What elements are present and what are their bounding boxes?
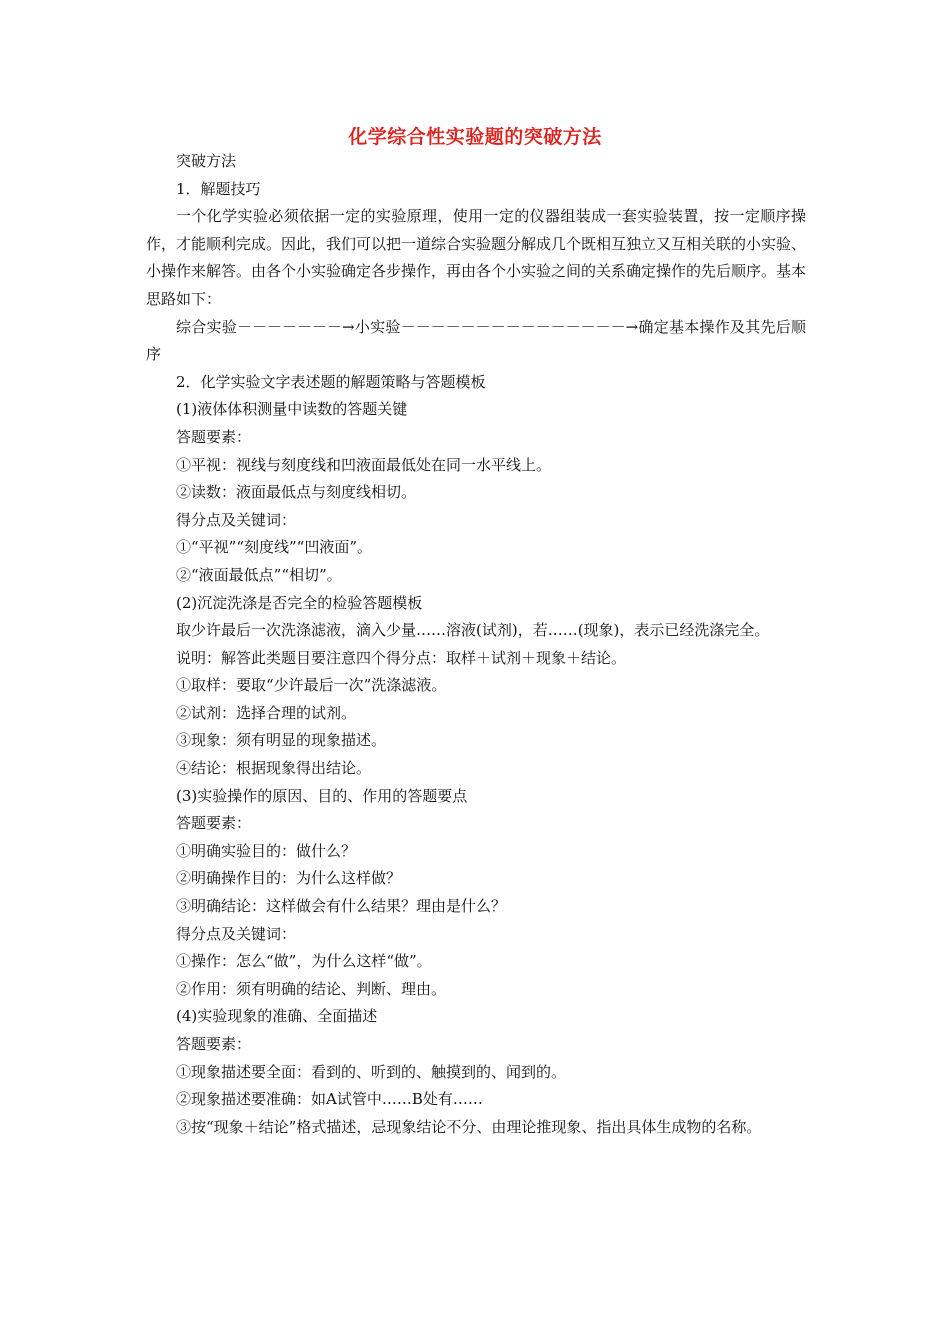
- paragraph-subheading-3: (3)实验操作的原因、目的、作用的答题要点: [176, 786, 468, 805]
- paragraph-intro: 一个化学实验必须依据一定的实验原理，使用一定的仪器组装成一套实验装置，按一定顺序操作，才能顺利完成。因此，我们可以把一道综合实验题分解成几个既相互独立又互相关联的小实验、小操作来解答。由各个小实验确定各步操作，再由各个小实验之间的关系确定操作的先后顺序。基本思路如下：: [146, 207, 807, 308]
- paragraph-item: ①取样：要取“少许最后一次”洗涤滤液。: [176, 676, 447, 695]
- paragraph-item: 答题要素：: [176, 814, 252, 833]
- paragraph-section-heading: 突破方法: [176, 152, 237, 170]
- paragraph-heading-1: 1．解题技巧: [176, 179, 261, 198]
- paragraph-item: 答题要素：: [176, 427, 252, 446]
- paragraph-item: 得分点及关键词：: [176, 924, 297, 943]
- paragraph-item: 得分点及关键词：: [176, 510, 297, 529]
- paragraph-item: 答题要素：: [176, 1035, 252, 1053]
- document-title: 化学综合性实验题的突破方法: [348, 126, 602, 148]
- paragraph-item: ①“平视”“刻度线”“凹液面”。: [176, 538, 373, 557]
- paragraph-flow: 综合实验－－－－－－－→小实验－－－－－－－－－－－－－－－→确定基本操作及其先后顺序: [146, 317, 806, 364]
- paragraph-item: ②明确操作目的：为什么这样做？: [176, 869, 402, 888]
- paragraph-item: ②试剂：选择合理的试剂。: [176, 703, 357, 722]
- paragraph-item: ②现象描述要准确：如A试管中……B处有……: [176, 1090, 483, 1109]
- paragraph-item: ②作用：须有明确的结论、判断、理由。: [176, 979, 447, 998]
- paragraph-item: ①平视：视线与刻度线和凹液面最低处在同一水平线上。: [176, 455, 552, 474]
- paragraph-item: 说明：解答此类题目要注意四个得分点：取样＋试剂＋现象＋结论。: [176, 648, 627, 667]
- paragraph-item: ①操作：怎么“做”，为什么这样“做”。: [176, 952, 432, 971]
- paragraph-item: ①明确实验目的：做什么？: [176, 841, 357, 860]
- paragraph-item: ③明确结论：这样做会有什么结果？理由是什么？: [176, 897, 507, 916]
- paragraph-item: ②“液面最低点”“相切”。: [176, 565, 342, 584]
- paragraph-subheading-2: (2)沉淀洗涤是否完全的检验答题模板: [176, 593, 423, 612]
- document-body: [146, 148, 806, 1141]
- paragraph-subheading-1: (1)液体体积测量中读数的答题关键: [176, 400, 408, 419]
- paragraph-item: ①现象描述要全面：看到的、听到的、触摸到的、闻到的。: [176, 1062, 567, 1081]
- paragraph-item: ③按“现象＋结论”格式描述，忌现象结论不分、由理论推现象、指出具体生成物的名称。: [176, 1117, 762, 1136]
- paragraph-heading-2: 2．化学实验文字表述题的解题策略与答题模板: [176, 372, 486, 391]
- paragraph-subheading-4: (4)实验现象的准确、全面描述: [176, 1007, 378, 1026]
- paragraph-item: ④结论：根据现象得出结论。: [176, 759, 372, 778]
- paragraph-item: ②读数：液面最低点与刻度线相切。: [176, 483, 417, 502]
- paragraph-item: 取少许最后一次洗涤滤液，滴入少量……溶液(试剂)，若……(现象)，表示已经洗涤完全。: [176, 621, 770, 640]
- paragraph-item: ③现象：须有明显的现象描述。: [176, 731, 387, 750]
